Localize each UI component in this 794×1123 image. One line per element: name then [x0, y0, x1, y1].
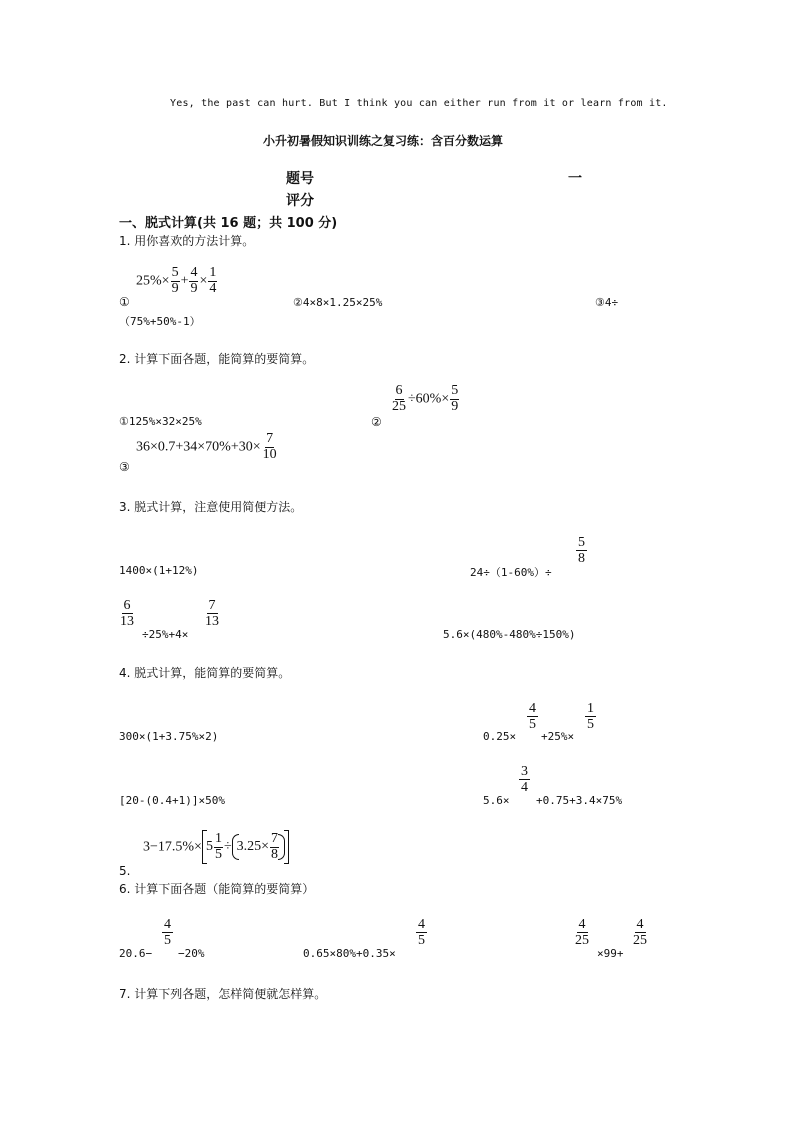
score-table-label-score: 评分: [286, 193, 314, 209]
question-1-stem: 1. 用你喜欢的方法计算。: [119, 234, 255, 248]
fraction: [262, 432, 278, 462]
question-6-b-part-1: 0.65×80%+0.35×: [303, 947, 396, 960]
fraction: [208, 266, 217, 296]
section-heading: 一、脱式计算(共 16 题；共 100 分): [119, 216, 338, 231]
question-4-b-fraction-1: [527, 701, 538, 733]
motto-quote: Yes, the past can hurt. But I think you can either run from it or learn from it.: [170, 98, 668, 109]
numerator: 5: [171, 265, 179, 280]
denominator: 25: [633, 933, 647, 949]
expr-text: 3.25×: [236, 839, 270, 855]
question-2-expression-b: [390, 384, 460, 414]
page-title: 小升初暑假知识训练之复习练：含百分数运算: [263, 134, 504, 148]
question-7-stem: 7. 计算下列各题，怎样简便就怎样算。: [119, 987, 327, 1001]
question-4-stem: 4. 脱式计算，能简算的要简算。: [119, 666, 291, 680]
denominator: 13: [205, 614, 219, 630]
numerator: 4: [164, 917, 171, 932]
numerator: 3: [521, 764, 528, 779]
numerator: 4: [418, 917, 425, 932]
denominator: 9: [190, 280, 198, 296]
denominator: 8: [578, 551, 585, 567]
expr-text: 25%×: [136, 273, 170, 289]
denominator: 25: [392, 398, 406, 414]
expr-text: 36×0.7+34×70%+30×: [136, 439, 261, 455]
question-6-c-fraction-2: [633, 917, 647, 949]
question-3-c-fraction-1: [120, 598, 134, 630]
numerator: 1: [214, 831, 222, 846]
question-1-expression-b: ②4×8×1.25×25%: [293, 296, 383, 309]
numerator: 4: [190, 265, 198, 280]
question-4-b-fraction-2: [585, 701, 596, 733]
question-4-expression-a: 300×(1+3.75%×2): [119, 730, 219, 743]
question-1-expression-c: ③4÷: [595, 296, 619, 309]
question-2-expression-c: [136, 432, 279, 462]
question-3-c-middle: ÷25%+4×: [142, 628, 189, 641]
question-6-a-fraction: [162, 917, 173, 949]
fraction: [391, 384, 407, 414]
numerator: 5: [451, 383, 459, 398]
denominator: 5: [529, 717, 536, 733]
question-2-expression-a: ①125%×32×25%: [119, 415, 202, 428]
question-2-marker-c: ③: [119, 460, 130, 474]
fraction: [214, 832, 223, 862]
question-3-c-fraction-2: [205, 598, 219, 630]
question-3-expression-d: 5.6×(480%-480%÷150%): [443, 628, 576, 641]
parenthesis: [232, 832, 285, 862]
denominator: 10: [262, 446, 277, 462]
mixed-whole: 5: [205, 839, 213, 855]
expr-text: ÷60%×: [408, 391, 450, 407]
numerator: 6: [395, 383, 403, 398]
numerator: 4: [578, 917, 586, 932]
question-3-stem: 3. 脱式计算，注意使用简便方法。: [119, 500, 303, 514]
question-4-expression-c: [20-(0.4+1)]×50%: [119, 794, 225, 807]
question-1-expression-a: [136, 266, 218, 296]
question-1-marker-a: ①: [119, 295, 130, 309]
numerator: 4: [636, 917, 644, 932]
denominator: 5: [587, 717, 594, 733]
question-3-expression-a: 1400×(1+12%): [119, 564, 199, 577]
question-5-marker: 5.: [119, 864, 131, 878]
denominator: 9: [171, 280, 179, 296]
expr-text: 3−17.5%×: [143, 839, 202, 855]
denominator: 5: [418, 933, 425, 949]
numerator: 7: [208, 598, 216, 613]
fraction: [171, 266, 180, 296]
question-4-d-fraction: [519, 764, 530, 796]
expr-text: ÷: [223, 839, 232, 855]
fraction: [450, 384, 459, 414]
expr-text: ×: [199, 273, 208, 289]
square-bracket: [202, 830, 289, 864]
question-1-expression-c-continued: （75%+50%-1）: [119, 315, 201, 328]
score-table-label-question-no: 题号: [286, 171, 314, 187]
numerator: 7: [271, 831, 279, 846]
numerator: 1: [209, 265, 217, 280]
question-6-stem: 6. 计算下面各题（能简算的要简算）: [119, 882, 315, 896]
question-2-stem: 2. 计算下面各题，能简算的要简算。: [119, 352, 315, 366]
score-table-value-question-no: 一: [568, 171, 582, 187]
numerator: 7: [266, 431, 274, 446]
fraction: [270, 832, 279, 862]
fraction: [189, 266, 198, 296]
expr-text: +: [180, 273, 189, 289]
numerator: 5: [578, 535, 585, 550]
question-6-b-fraction: [416, 917, 427, 949]
numerator: 1: [587, 701, 594, 716]
question-3-expression-b: 24÷（1-60%）÷: [470, 566, 552, 579]
question-4-b-part-1: 0.25×: [483, 730, 517, 743]
question-5-expression: [143, 830, 289, 864]
question-6-c-fraction-1: [575, 917, 589, 949]
question-2-marker-b: ②: [371, 415, 382, 429]
question-4-d-part-2: +0.75+3.4×75%: [536, 794, 623, 807]
question-6-a-part-2: −20%: [178, 947, 205, 960]
numerator: 4: [529, 701, 536, 716]
denominator: 25: [575, 933, 589, 949]
denominator: 13: [120, 614, 134, 630]
question-6-c-middle: ×99+: [597, 947, 624, 960]
denominator: 8: [271, 846, 279, 862]
question-4-b-part-2: +25%×: [541, 730, 575, 743]
denominator: 5: [164, 933, 171, 949]
numerator: 6: [123, 598, 131, 613]
question-4-d-part-1: 5.6×: [483, 794, 510, 807]
denominator: 9: [451, 398, 459, 414]
question-6-a-part-1: 20.6−: [119, 947, 153, 960]
denominator: 4: [209, 280, 217, 296]
question-3-b-fraction: [576, 535, 587, 567]
denominator: 5: [214, 846, 222, 862]
denominator: 4: [521, 780, 528, 796]
